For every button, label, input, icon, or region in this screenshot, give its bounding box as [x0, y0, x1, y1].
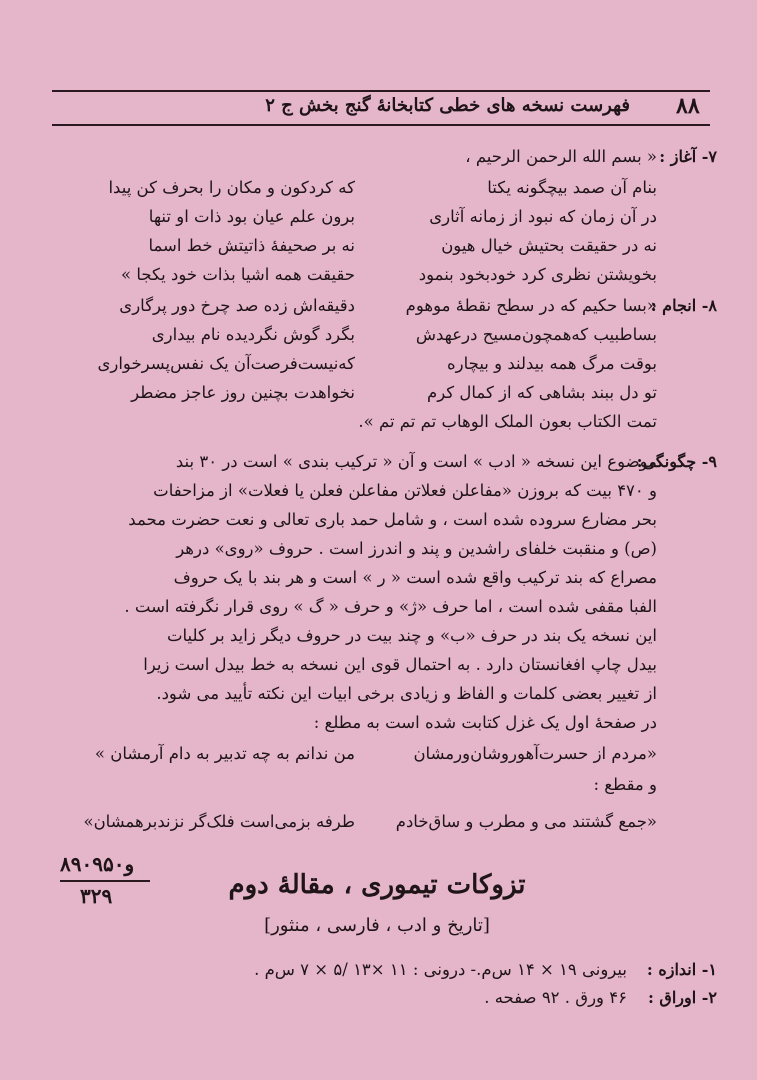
anjam-verse-1-right: «بسا حکیم که در سطح نقطهٔ موهوم — [405, 296, 657, 315]
anjam-verse-3-right: بوقت مرگ همه بیدلند و بیچاره — [447, 354, 657, 373]
margin-number-top: ۸۹۰و۹۵۰ — [60, 852, 135, 876]
aghaz-verse-2-right: در آن زمان که نبود از زمانه آثاری — [429, 207, 657, 226]
chegunegi-label: ۹- چگونگی: — [636, 452, 717, 471]
aghaz-line: « بسم الله الرحمن الرحیم ، — [465, 147, 657, 166]
maqta-verse-right: «جمع گشتند می و مطرب و ساق‌خادم — [395, 812, 657, 831]
size-value: بیرونی ۱۹ × ۱۴ س‌م.- درونی : ۱۱ ×۱۳ /۵ × ۷ س‌م . — [254, 960, 627, 979]
anjam-verse-1-left: دقیقه‌اش زده صد چرخ دور پرگاری — [119, 296, 355, 315]
anjam-verse-2-right: بساطبیب که‌همچون‌مسیح درعهدش — [415, 325, 657, 344]
body-line-3: بحر مضارع سروده شده است ، و شامل حمد باری تعالی و نعت حضرت محمد — [128, 510, 657, 529]
body-line-2: و ۴۷۰ بیت که بروزن «مفاعلن فعلاتن مفاعلن فعلن یا فعلات» از مزاحفات — [153, 481, 657, 500]
leaves-label: ۲- اوراق : — [647, 988, 717, 1007]
anjam-label: ۸- انجام : — [650, 296, 717, 315]
anjam-end-line: تمت الکتاب بعون الملک الوهاب تم تم تم ». — [358, 412, 657, 431]
body-line-4: (ص) و منقبت خلفای راشدین و پند و اندرز است . حروف «روی» درهر — [176, 539, 657, 558]
anjam-verse-3-left: که‌نیست‌فرصت‌آن یک نفس‌پسرخواری — [97, 354, 355, 373]
matla-verse-left: من ندانم به چه تدبیر به دام آرمشان » — [94, 744, 355, 763]
section-subtitle: [تاریخ و ادب ، فارسی ، منثور] — [264, 915, 490, 936]
body-line-7: این نسخه یک بند در حرف «ب» و چند بیت در حروف دیگر زاید بر کلیات — [166, 626, 657, 645]
margin-number-bottom: ۳۲۹ — [80, 884, 113, 908]
aghaz-verse-1-right: بنام آن صمد بیچگونه یکتا — [487, 178, 657, 197]
aghaz-verse-1-left: که کردکون و مکان را بحرف کن پیدا — [108, 178, 355, 197]
anjam-verse-4-left: نخواهدت بچنین روز عاجز مضطر — [131, 383, 355, 402]
aghaz-verse-3-left: نه بر صحیفهٔ ذاتیتش خط اسما — [148, 236, 355, 255]
section-title: تزوکات تیموری ، مقالهٔ دوم — [228, 870, 526, 900]
size-label: ۱- اندازه : — [646, 960, 717, 979]
body-line-1: موضوع این نسخه « ادب » است و آن « ترکیب بندی » است در ۳۰ بند — [175, 452, 657, 471]
body-line-10: در صفحهٔ اول یک غزل کتابت شده است به مطلع : — [313, 713, 657, 732]
aghaz-verse-3-right: نه در حقیقت بحتیش خیال هیون — [441, 236, 657, 255]
body-line-9: از تغییر بعضی کلمات و الفاظ و زیادی برخی ابیات این نکته تأیید می شود. — [156, 684, 657, 703]
body-line-8: بیدل چاپ افغانستان دارد . به احتمال قوی این نسخه به خط بیدل است زیرا — [143, 655, 657, 674]
matla-verse-right: «مردم از حسرت‌آهوروشان‌ورمشان — [413, 744, 657, 763]
aghaz-label: ۷- آغاز : — [659, 147, 717, 166]
anjam-verse-4-right: تو دل ببند بشاهی که از کمال کرم — [426, 383, 657, 402]
page-number: ۸۸ — [676, 93, 700, 119]
anjam-verse-2-left: بگرد گوش نگردیده نام بیداری — [151, 325, 355, 344]
aghaz-verse-4-right: بخویشتن نظری کرد خودبخود بنمود — [418, 265, 657, 284]
body-line-6: الفبا مقفی شده است ، اما حرف «ژ» و حرف « گ » روی قرار نگرفته است . — [124, 597, 657, 616]
header-top-rule — [52, 90, 710, 92]
header-bottom-rule — [52, 124, 710, 126]
body-line-5: مصراع که بند ترکیب واقع شده است « ر » است و هر بند با یک حروف — [173, 568, 657, 587]
maqta-verse-left: طرفه بزمی‌است فلک‌گر نزندبرهمشان» — [83, 812, 355, 831]
header-title: فهرست نسخه های خطی کتابخانهٔ گنج بخش ج ۲ — [265, 95, 630, 116]
leaves-value: ۴۶ ورق . ۹۲ صفحه . — [484, 988, 627, 1007]
aghaz-verse-4-left: حقیقت همه اشیا بذات خود یکجا » — [121, 265, 355, 284]
aghaz-verse-2-left: برون علم عیان بود ذات او تنها — [148, 207, 355, 226]
maqta-label: و مقطع : — [593, 775, 657, 794]
